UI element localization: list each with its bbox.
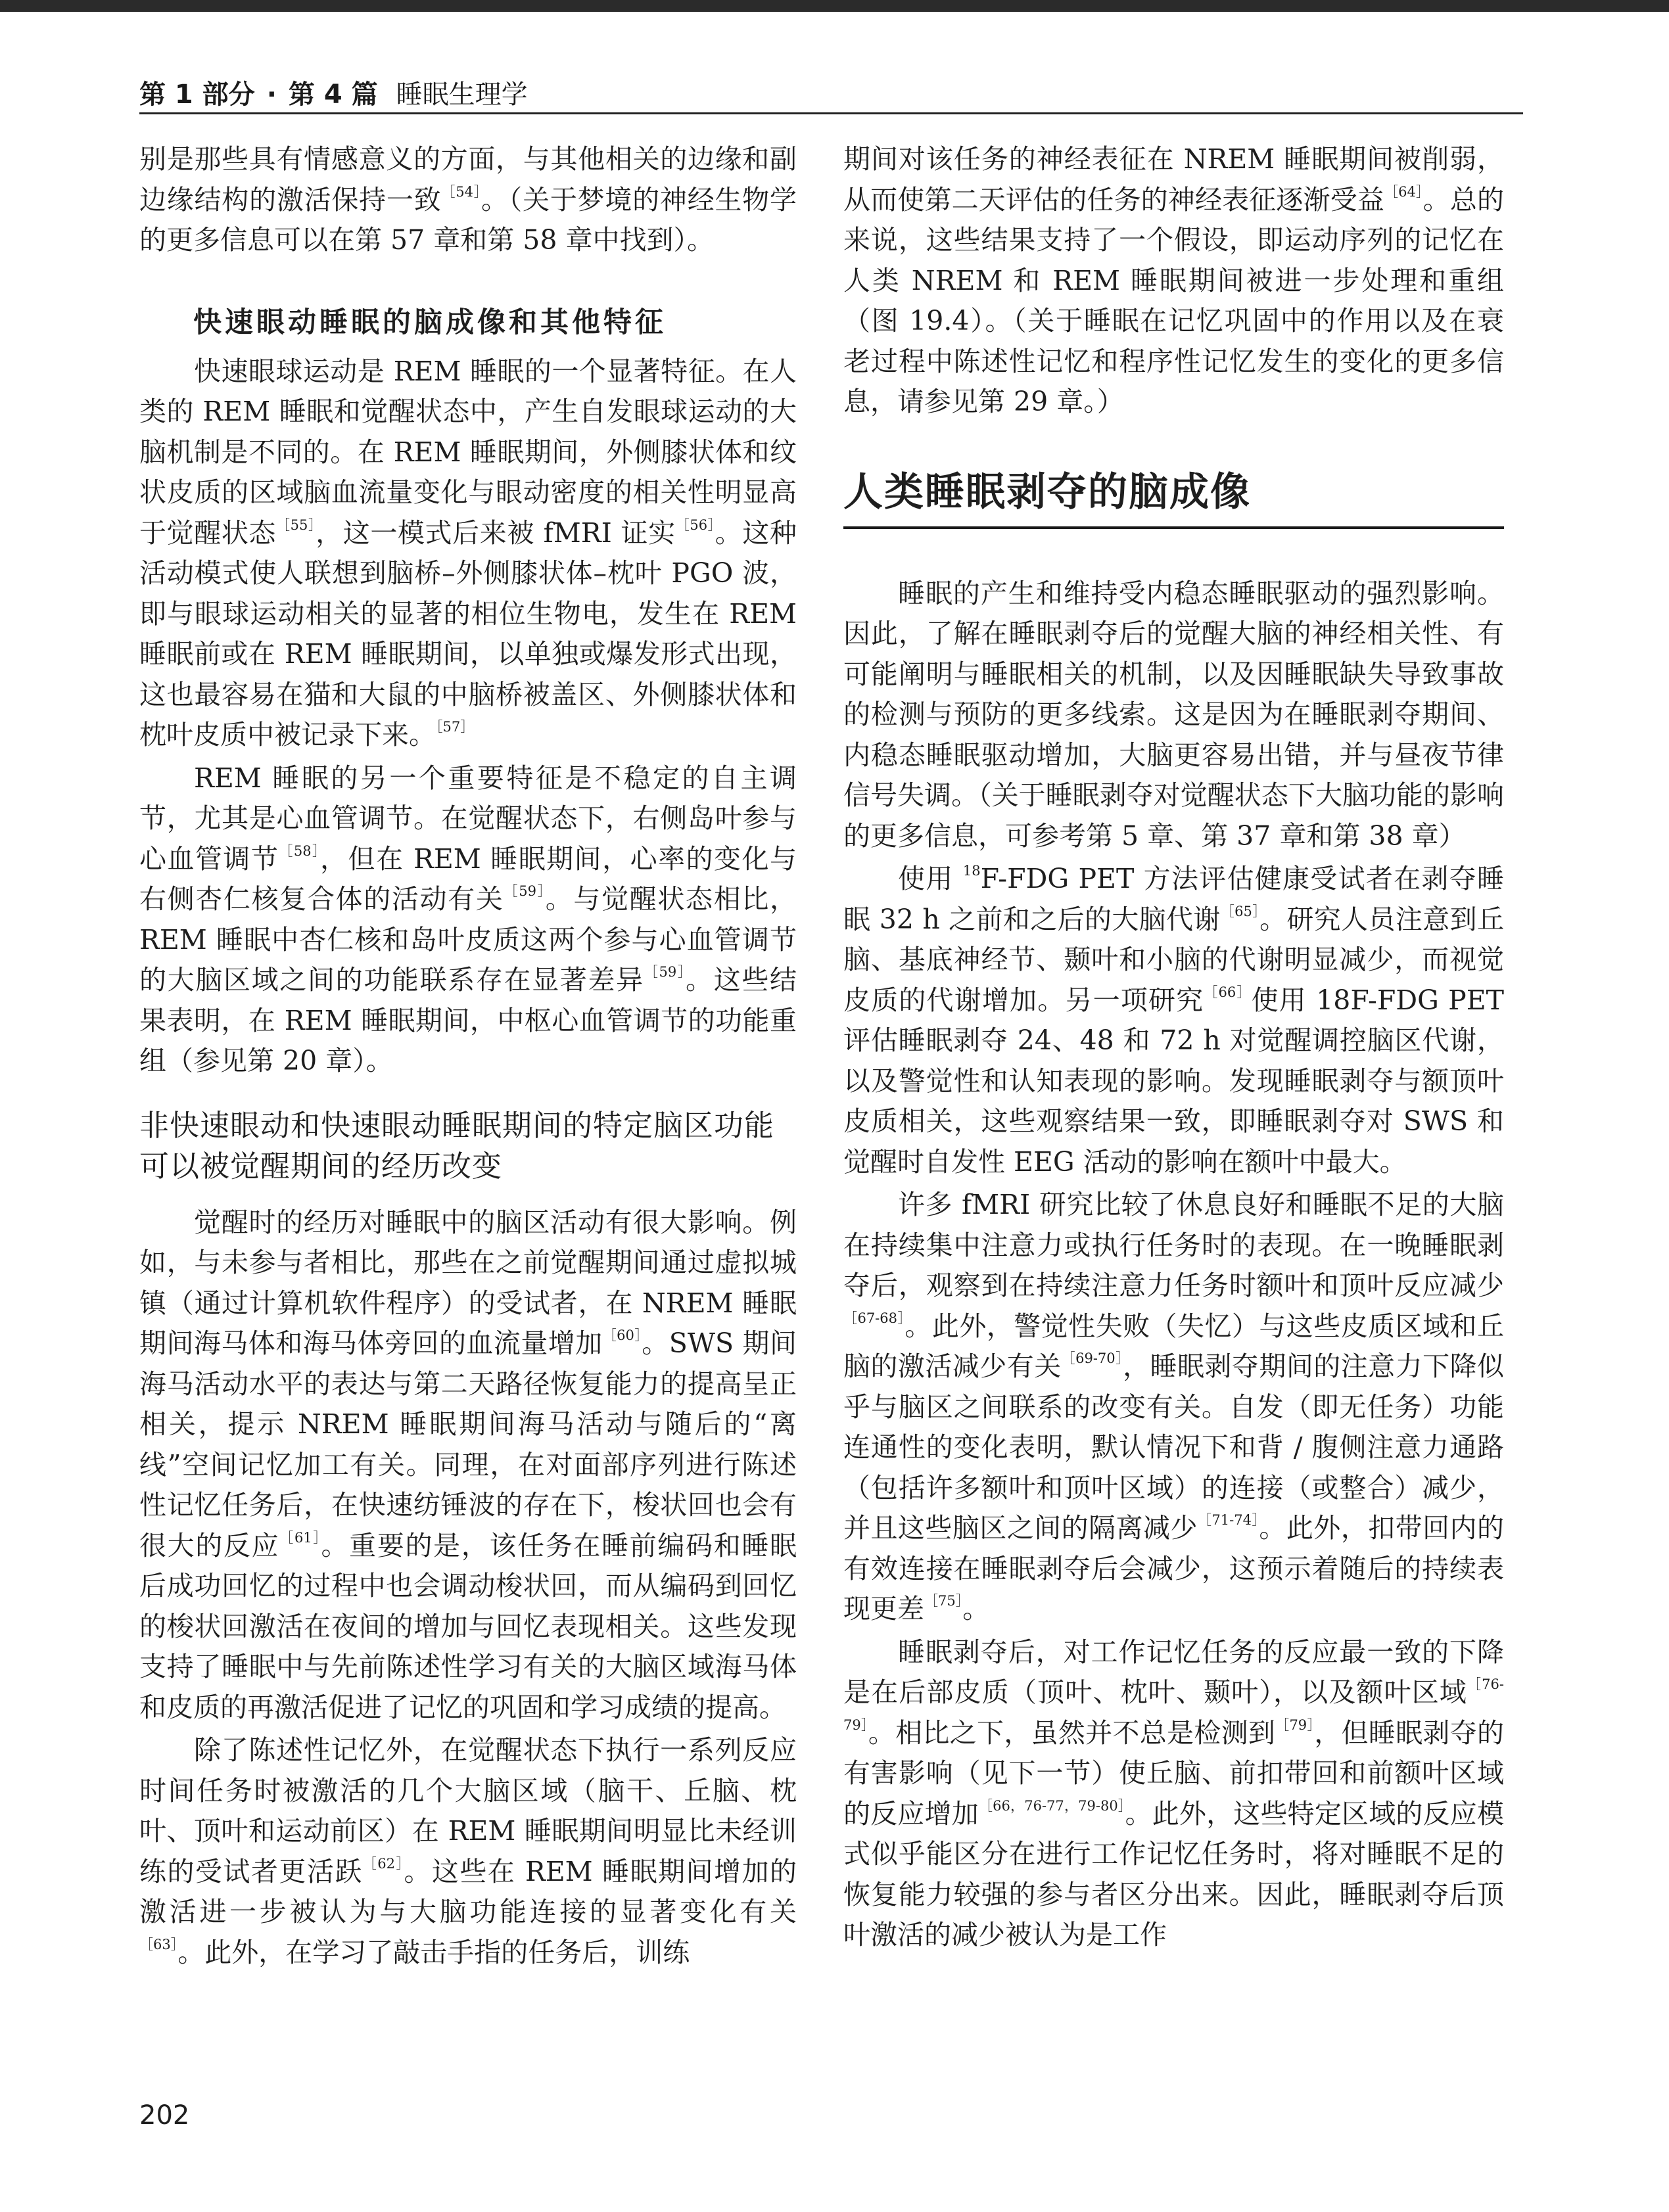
header-accent-bar xyxy=(0,0,1669,12)
header-chapter-name: 睡眠生理学 xyxy=(396,80,528,110)
left-column xyxy=(139,139,797,1973)
subheading-rem-imaging: 快速眼动睡眠的脑成像和其他特征 xyxy=(193,306,667,339)
header-separator: · xyxy=(266,80,277,110)
right-column xyxy=(843,139,1504,1956)
header-section: 第 4 篇 xyxy=(288,80,378,110)
paragraph: 睡眠剥夺后，对工作记忆任务的反应最一致的下降是在后部皮质（顶叶、枕叶、颞叶），以及额叶区域$^{[76-79]}$。相比之下，虽然并不总是检测到$^{[79]}$，但睡眠剥夺的有害影响（见下一节）使丘脑、前扣带回和前额叶区域的反应增加$^{[66,76-77,79-80]}$。此外，这些特定区域的反应模式似乎能区分在进行工作记忆任务时，将对睡眠不足的恢复能力较强的参与者区分出来。因此，睡眠剥夺后顶叶激活的减少被认为是工作 xyxy=(843,1636,1505,1950)
paragraph: 别是那些具有情感意义的方面，与其他相关的边缘和副边缘结构的激活保持一致$^{[54]}$。（关于梦境的神经生物学的更多信息可以在第 57 章和第 58 章中找到）。 xyxy=(139,143,797,256)
paragraph: 期间对该任务的神经表征在 NREM 睡眠期间被削弱，从而使第二天评估的任务的神经表征逐渐受益$^{[64]}$。总的来说，这些结果支持了一个假设，即运动序列的记忆在人类 NREM 和 REM 睡眠期间被进一步处理和重组（图 19.4）。（关于睡眠在记忆巩固中的作用以及在衰老过程中陈述性记忆和程序性记忆发生的变化的更多信息，请参见第 29 章。） xyxy=(843,143,1505,417)
paragraph: 觉醒时的经历对睡眠中的脑区活动有很大影响。例如，与未参与者相比，那些在之前觉醒期间通过虚拟城镇（通过计算机软件程序）的受试者，在 NREM 睡眠期间海马体和海马体旁回的血流量增加$^{[60]}$。SWS 期间海马活动水平的表达与第二天路径恢复能力的提高呈正相关，提示 NREM 睡眠期间海马活动与随后的“离线”空间记忆加工有关。同理，在对面部序列进行陈述性记忆任务后，在快速纺锤波的存在下，梭状回也会有很大的反应$^{[61]}$。重要的是，该任务在睡前编码和睡眠后成功回忆的过程中也会调动梭状回，而从编码到回忆的梭状回激活在夜间的增加与回忆表现相关。这些发现支持了睡眠中与先前陈述性学习有关的大脑区域海马体和皮质的再激活促进了记忆的巩固和学习成绩的提高。 xyxy=(139,1206,797,1723)
header-part: 第 1 部分 xyxy=(139,80,255,110)
paragraph: 使用 $^{18}$F-FDG PET 方法评估健康受试者在剥夺睡眠 32 h 之前和之后的大脑代谢$^{[65]}$。研究人员注意到丘脑、基底神经节、颞叶和小脑的代谢明显减少，而视觉皮质的代谢增加。另一项研究$^{[66]}$使用 18F-FDG PET 评估睡眠剥夺 24、48 和 72 h 对觉醒调控脑区代谢，以及警觉性和认知表现的影响。发现睡眠剥夺与额顶叶皮质相关，这些观察结果一致，即睡眠剥夺对 SWS 和觉醒时自发性 EEG 活动的影响在额叶中最大。 xyxy=(843,863,1504,1178)
header-title xyxy=(139,74,528,111)
section-heading-experience: 非快速眼动和快速眼动睡眠期间的特定脑区功能可以被觉醒期间的经历改变 xyxy=(139,1107,775,1184)
page-number: 202 xyxy=(139,2100,190,2131)
major-heading-rule xyxy=(843,526,1504,529)
major-heading-sleep-deprivation: 人类睡眠剥夺的脑成像 xyxy=(843,469,1251,515)
header-rule xyxy=(139,112,1523,114)
running-header xyxy=(0,0,1669,117)
paragraph: REM 睡眠的另一个重要特征是不稳定的自主调节，尤其是心血管调节。在觉醒状态下，右侧岛叶参与心血管调节$^{[58]}$，但在 REM 睡眠期间，心率的变化与右侧杏仁核复合体的活动有关$^{[59]}$。与觉醒状态相比，REM 睡眠中杏仁核和岛叶皮质这两个参与心血管调节的大脑区域之间的功能联系存在显著差异$^{[59]}$。这些结果表明，在 REM 睡眠期间，中枢心血管调节的功能重组（参见第 20 章）。 xyxy=(139,762,797,1076)
paragraph: 睡眠的产生和维持受内稳态睡眠驱动的强烈影响。因此，了解在睡眠剥夺后的觉醒大脑的神经相关性、有可能阐明与睡眠相关的机制，以及因睡眠缺失导致事故的检测与预防的更多线索。这是因为在睡眠剥夺期间、内稳态睡眠驱动增加，大脑更容易出错，并与昼夜节律信号失调。（关于睡眠剥夺对觉醒状态下大脑功能的影响的更多信息，可参考第 5 章、第 37 章和第 38 章） xyxy=(843,577,1504,852)
paragraph: 除了陈述性记忆外，在觉醒状态下执行一系列反应时间任务时被激活的几个大脑区域（脑干、丘脑、枕叶、顶叶和运动前区）在 REM 睡眠期间明显比未经训练的受试者更活跃$^{[62]}$。这些在 REM 睡眠期间增加的激活进一步被认为与大脑功能连接的显著变化有关$^{[63]}$。此外，在学习了敲击手指的任务后，训练 xyxy=(139,1734,797,1968)
paragraph: 许多 fMRI 研究比较了休息良好和睡眠不足的大脑在持续集中注意力或执行任务时的表现。在一晚睡眠剥夺后，观察到在持续注意力任务时额叶和顶叶反应减少$^{[67-68]}$。此外，警觉性失败（失忆）与这些皮质区域和丘脑的激活减少有关$^{[69-70]}$，睡眠剥夺期间的注意力下降似乎与脑区之间联系的改变有关。自发（即无任务）功能连通性的变化表明，默认情况下和背 / 腹侧注意力通路（包括许多额叶和顶叶区域）的连接（或整合）减少，并且这些脑区之间的隔离减少$^{[71-74]}$。此外，扣带回内的有效连接在睡眠剥夺后会减少，这预示着随后的持续表现更差$^{[75]}$。 xyxy=(843,1189,1505,1624)
paragraph: 快速眼球运动是 REM 睡眠的一个显著特征。在人类的 REM 睡眠和觉醒状态中，产生自发眼球运动的大脑机制是不同的。在 REM 睡眠期间，外侧膝状体和纹状皮质的区域脑血流量变化与眼动密度的相关性明显高于觉醒状态$^{[55]}$，这一模式后来被 fMRI 证实$^{[56]}$。这种活动模式使人联想到脑桥–外侧膝状体–枕叶 PGO 波，即与眼球运动相关的显著的相位生物电，发生在 REM 睡眠前或在 REM 睡眠期间，以单独或爆发形式出现，这也最容易在猫和大鼠的中脑桥被盖区、外侧膝状体和枕叶皮质中被记录下来。$^{[57]}$ xyxy=(139,355,797,750)
